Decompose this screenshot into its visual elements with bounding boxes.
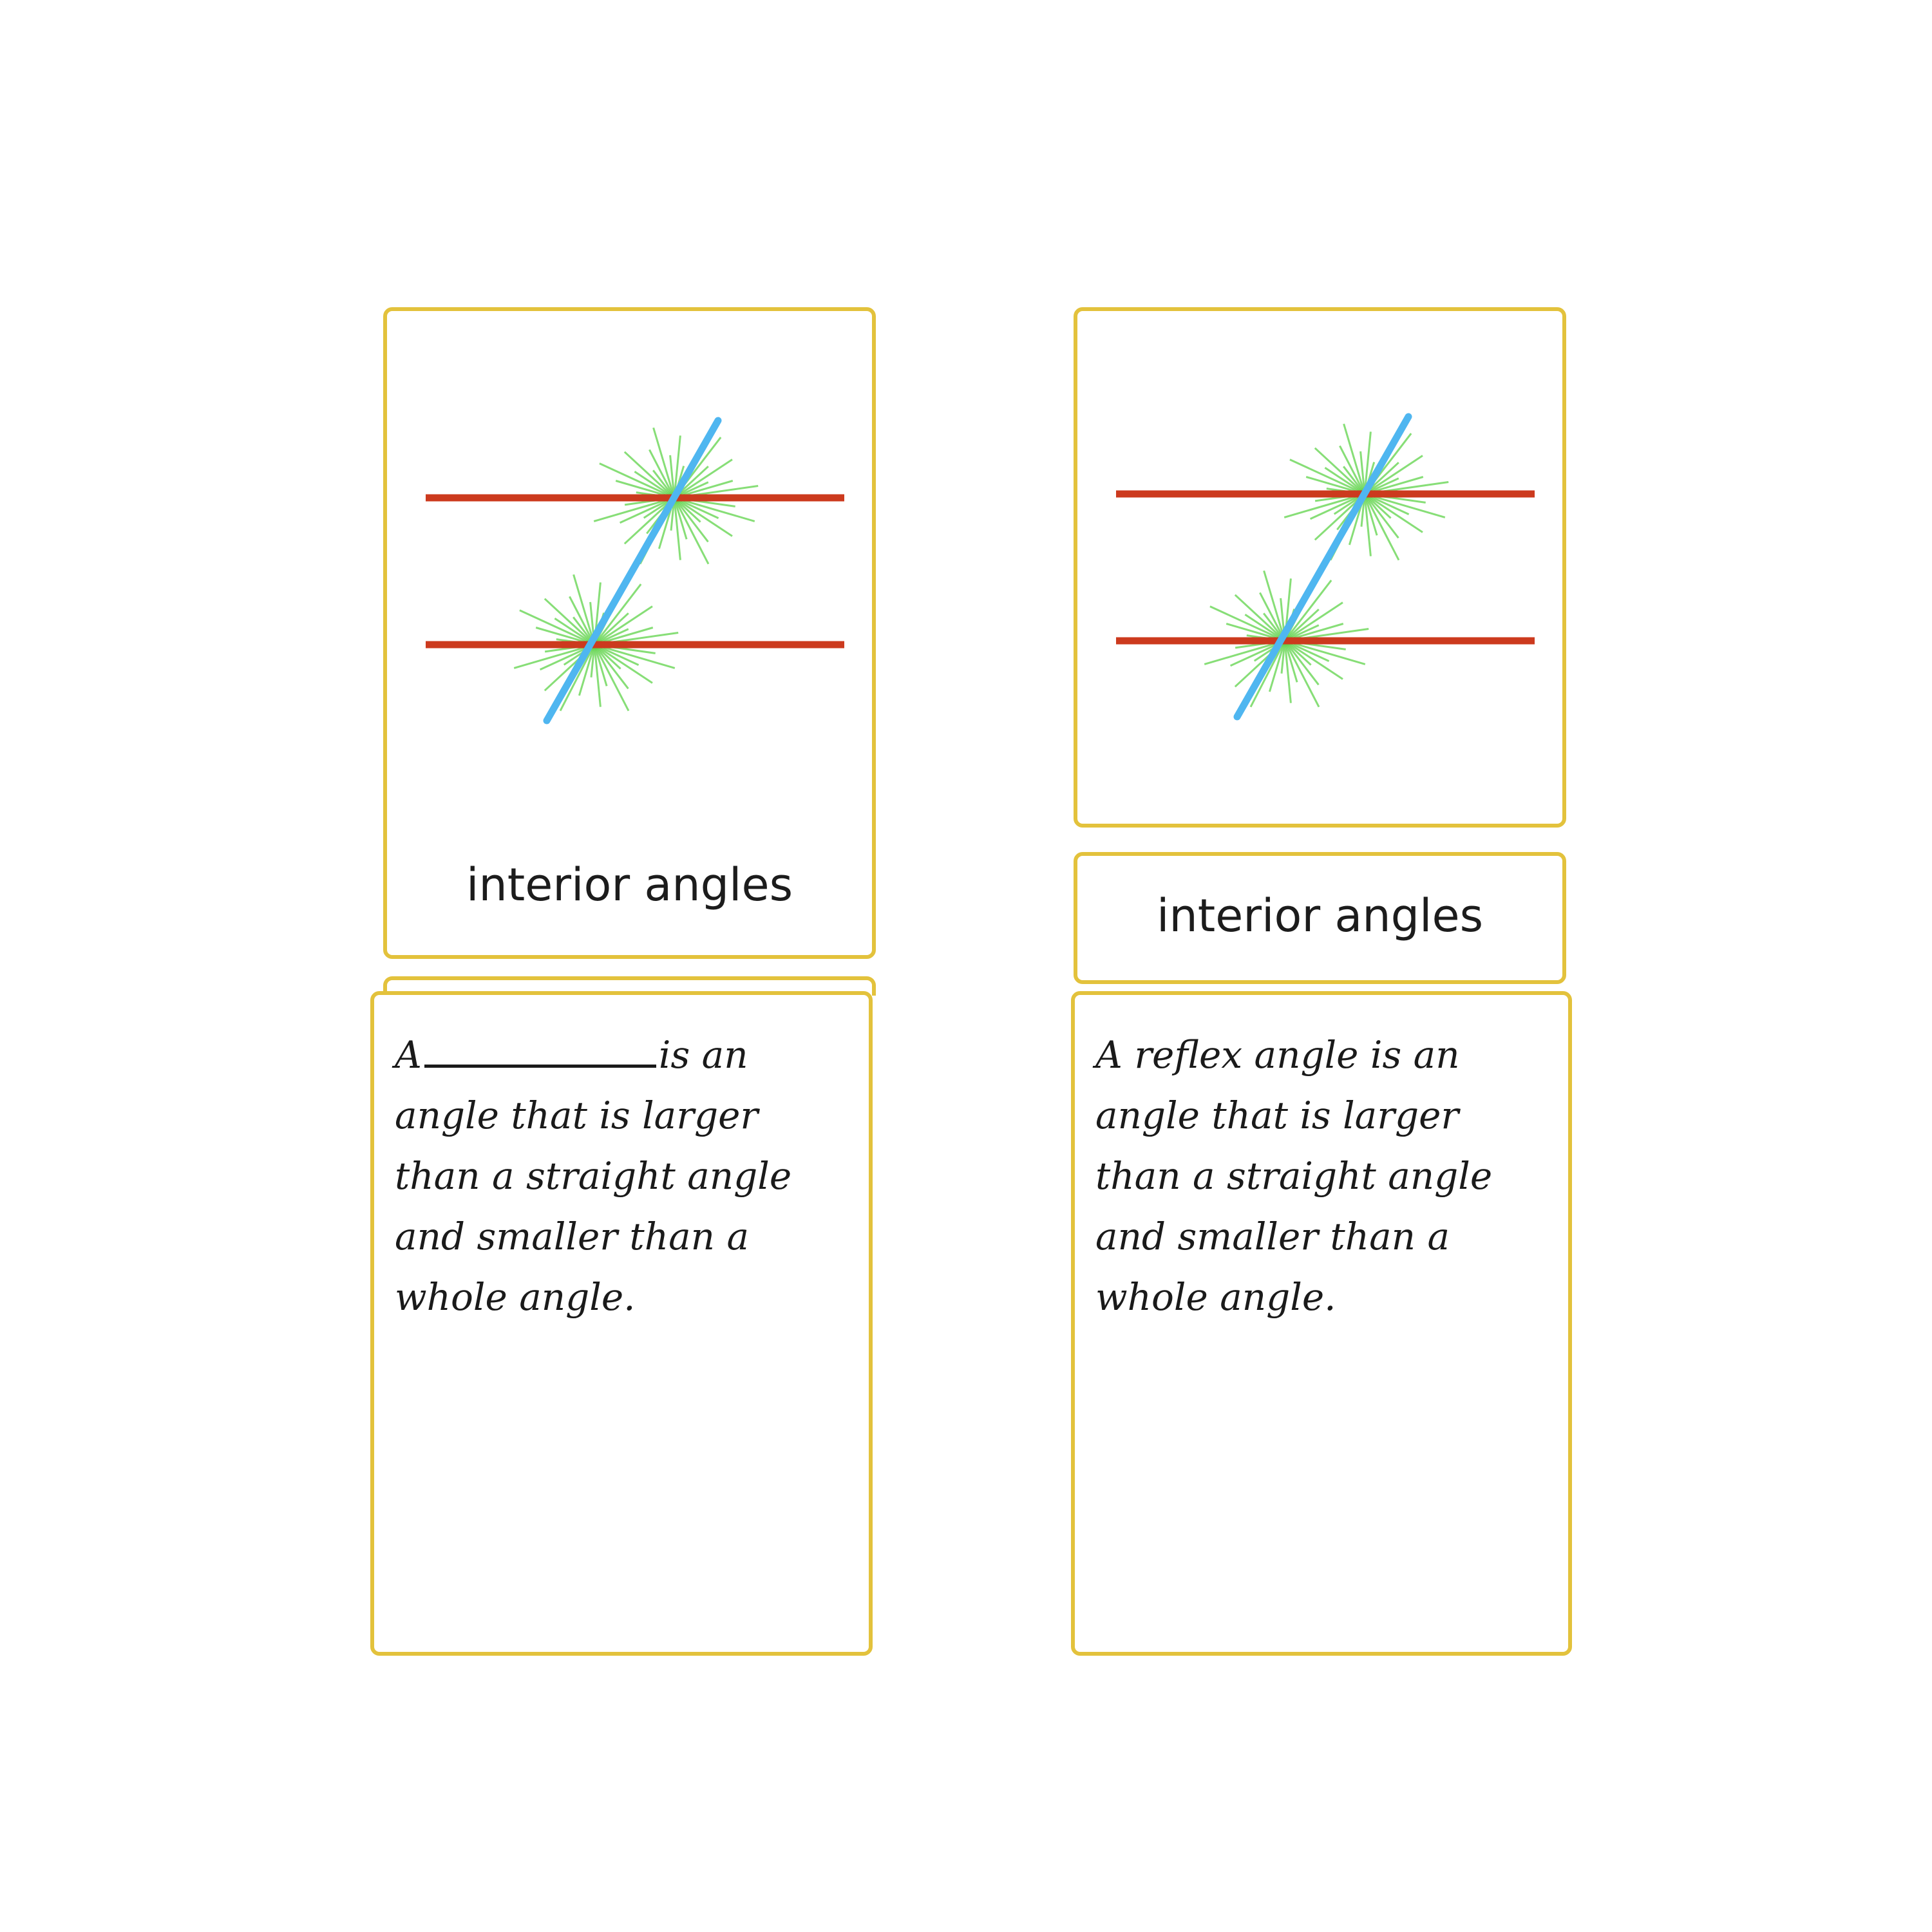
right-transversal-line (1237, 417, 1408, 717)
angle-burst-ray (594, 645, 629, 688)
right-definition-line: and smaller than a (1095, 1215, 1450, 1258)
left-definition-card (370, 991, 873, 1656)
left-picture-label: interior angles (466, 858, 793, 911)
left-definition-text (395, 1025, 791, 1327)
left-definition-line: than a straight angle (395, 1154, 792, 1198)
left-definition-line: angle that is larger (395, 1094, 759, 1137)
right-definition-line: A reflex angle is an (1095, 1033, 1460, 1077)
angle-burst-ray (1251, 641, 1285, 707)
right-label-card (1074, 852, 1566, 984)
right-definition-line: angle that is larger (1095, 1094, 1459, 1137)
right-picture-card (1074, 307, 1566, 828)
left-picture-card (383, 307, 876, 959)
angle-burst-ray (1365, 494, 1399, 538)
left-definition-line: and smaller than a (395, 1215, 750, 1258)
right-angle-diagram (1077, 311, 1570, 831)
left-transversal-line (547, 421, 718, 721)
right-definition-card (1071, 991, 1572, 1656)
left-definition-prefix: A (395, 1033, 422, 1077)
right-definition-line: whole angle. (1095, 1275, 1336, 1319)
left-definition-line1-suffix: is an (658, 1033, 748, 1077)
angle-burst-ray (674, 498, 708, 542)
left-definition-blank[interactable] (424, 1034, 656, 1068)
left-definition-line: whole angle. (395, 1275, 636, 1319)
right-definition-text (1095, 1025, 1492, 1327)
right-definition-line: than a straight angle (1095, 1154, 1493, 1198)
angle-burst-ray (560, 645, 594, 711)
angle-burst-ray (1285, 641, 1319, 685)
right-label-text: interior angles (1156, 889, 1484, 942)
